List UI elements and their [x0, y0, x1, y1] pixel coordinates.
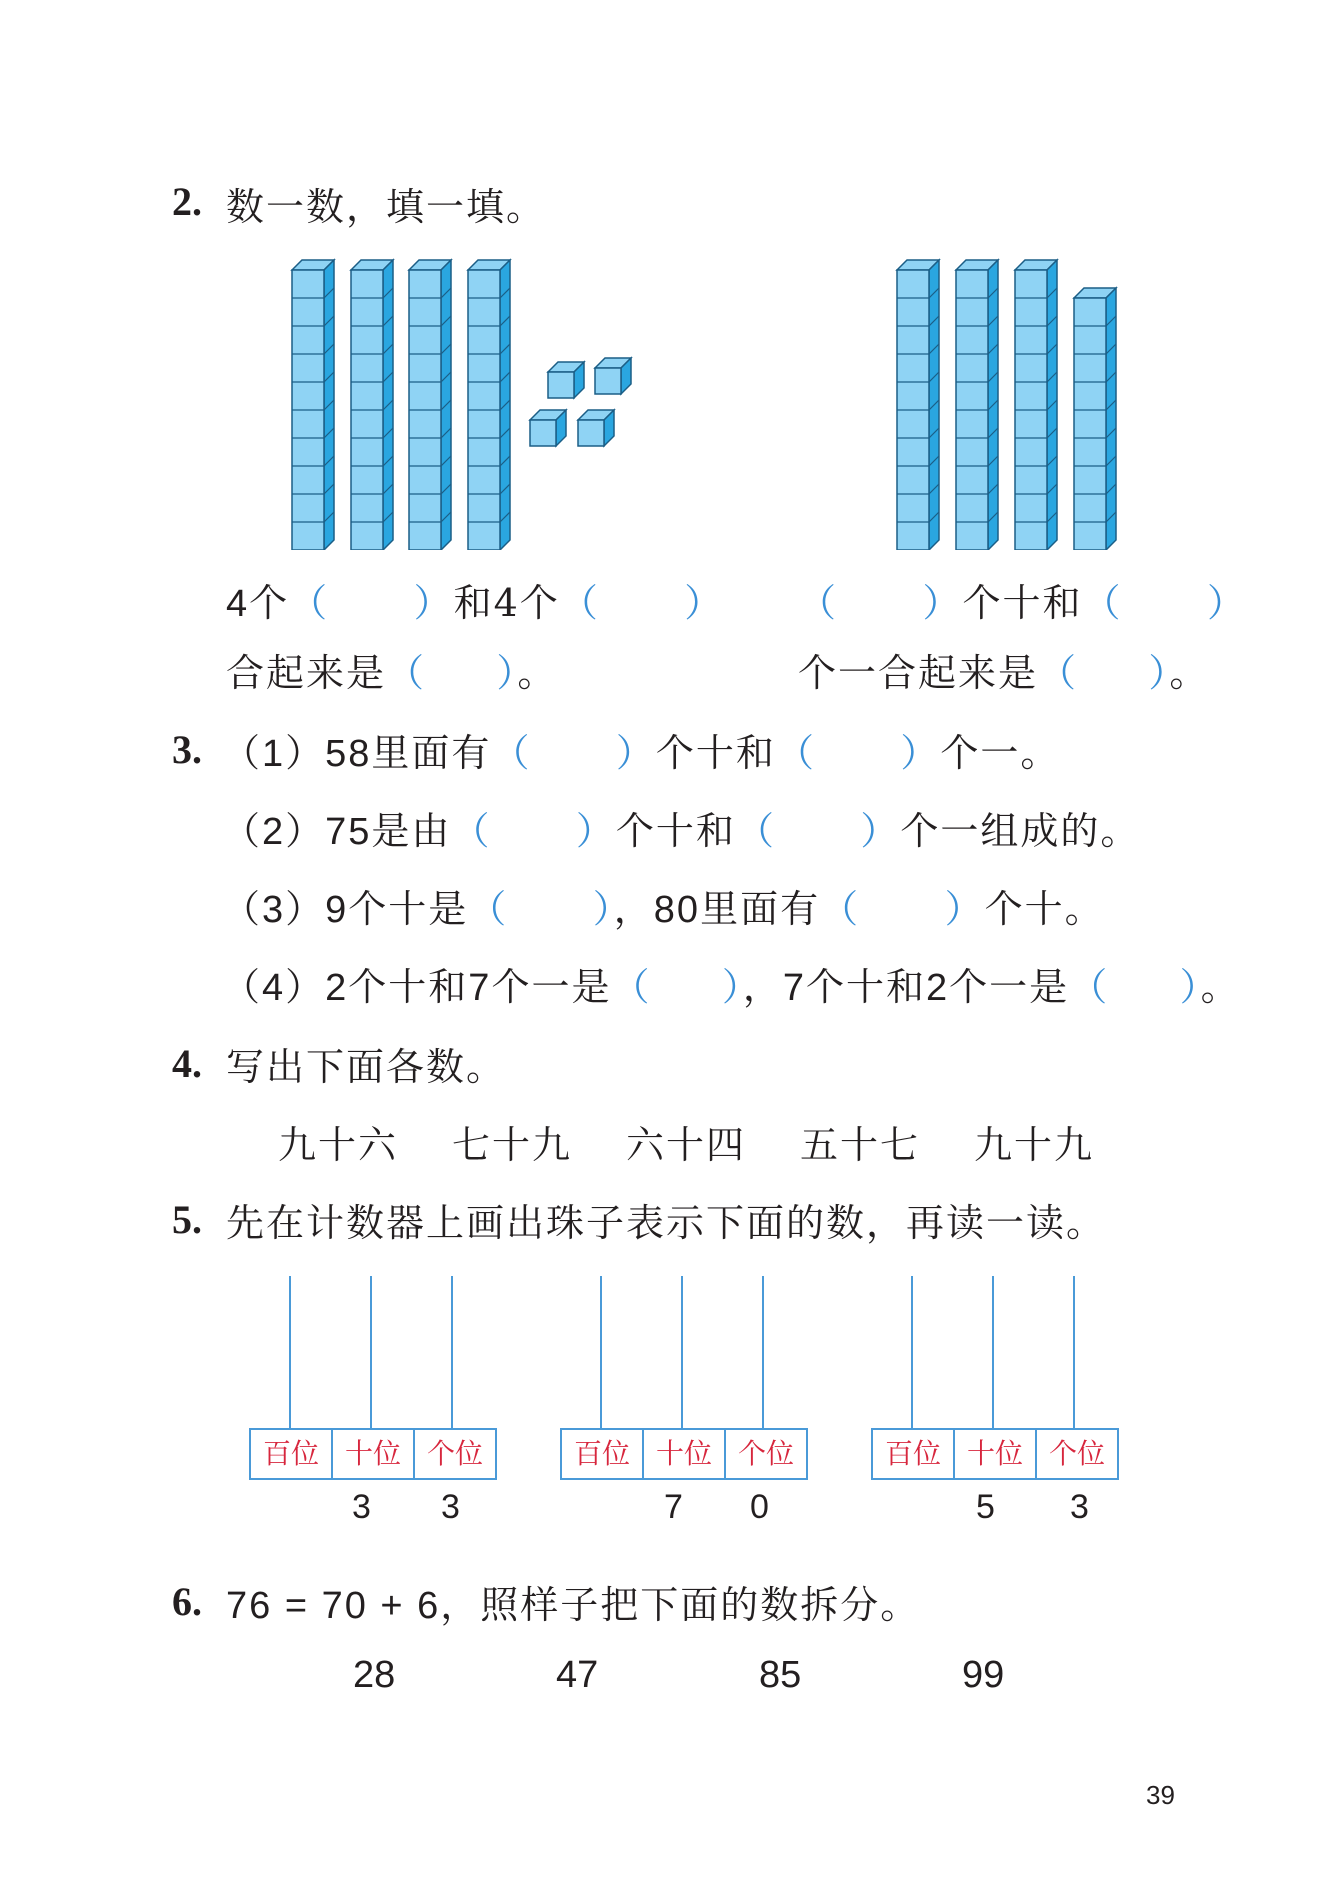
base-ten-blocks-figure: [280, 250, 1140, 550]
ones-rod[interactable]: [1073, 1276, 1075, 1430]
tens-label: 十位: [333, 1430, 415, 1478]
answer-blank-11[interactable]: （ ）: [468, 887, 614, 931]
q2-number: 2.: [172, 179, 202, 224]
hundreds-rod[interactable]: [289, 1276, 291, 1430]
q3-number: 3.: [172, 727, 202, 772]
ones-digit: 3: [1070, 1488, 1089, 1526]
q3-item-1: （1）58里面有（ ）个十和（ ）个一。: [222, 731, 1061, 775]
q2-left-line2: [226, 642, 557, 697]
tens-digit: 5: [976, 1488, 995, 1526]
cube-front: [548, 372, 574, 398]
answer-blank-14[interactable]: （ ）: [1069, 965, 1201, 1009]
ones-label: 个位: [426, 1437, 483, 1470]
tens-label: 十位: [955, 1430, 1037, 1478]
abacus-base: [560, 1428, 808, 1480]
q6-number-2: 47: [556, 1654, 599, 1696]
hundreds-label: 百位: [873, 1430, 955, 1478]
q3-item-3: （3）9个十是（ ），80里面有（ ）个十。: [222, 887, 1105, 931]
unit-cubes-4: [530, 358, 631, 446]
hundreds-label: 百位: [562, 1430, 644, 1478]
ones-digit: 3: [441, 1488, 460, 1526]
hundreds-rod[interactable]: [911, 1276, 913, 1430]
q4-number: 4.: [172, 1041, 202, 1086]
abacus-base: [871, 1428, 1119, 1480]
rods-44: [292, 260, 510, 550]
cube-front: [530, 420, 556, 446]
q6-example: 76 = 70 + 6: [226, 1585, 441, 1627]
q3-item-2: （2）75是由（ ）个十和（ ）个一组成的。: [222, 809, 1141, 853]
cube-front: [595, 368, 621, 394]
answer-blank-3[interactable]: （ ）: [386, 651, 518, 695]
ten-rod: [1015, 260, 1057, 550]
tens-rod[interactable]: [370, 1276, 372, 1430]
q2-right-text2: 个一合起来是: [798, 651, 1039, 695]
tens-rod[interactable]: [992, 1276, 994, 1430]
q2-left-text2: 和4个: [453, 581, 560, 625]
tens-rod[interactable]: [681, 1276, 683, 1430]
q2-right-line1: [798, 572, 1247, 627]
q6-line: [226, 1574, 920, 1629]
answer-blank-5[interactable]: （ ）: [1082, 581, 1247, 625]
q2-right-end: 。: [1169, 651, 1210, 695]
q6-number-3: 85: [759, 1654, 802, 1696]
ones-rod[interactable]: [451, 1276, 453, 1430]
unit-cube: [595, 358, 631, 394]
q2-left-line1: [226, 572, 724, 627]
page-number: 39: [1146, 1780, 1175, 1810]
answer-blank-10[interactable]: （ ）: [735, 809, 901, 853]
q2-left-text3: 合起来是: [226, 651, 387, 695]
q4-word-3: 六十四: [626, 1123, 747, 1167]
ones-label: 个位: [737, 1437, 794, 1470]
tens-label: 十位: [644, 1430, 726, 1478]
answer-blank-6[interactable]: （ ）: [1038, 651, 1170, 695]
rod-front: [1074, 298, 1106, 550]
unit-cube: [548, 362, 584, 398]
q6-number-4: 99: [962, 1654, 1005, 1696]
ten-rod: [897, 260, 939, 550]
tens-digit: 3: [352, 1488, 371, 1526]
unit-cube: [578, 410, 614, 446]
ones-digit: 0: [750, 1488, 769, 1526]
ten-rod: [409, 260, 451, 550]
ones-rod[interactable]: [762, 1276, 764, 1430]
q4-word-5: 九十九: [974, 1123, 1095, 1167]
answer-blank-12[interactable]: （ ）: [820, 887, 985, 931]
ten-rod: [468, 260, 510, 550]
ten-rod: [1074, 288, 1116, 550]
ones-label: 个位: [1048, 1437, 1105, 1470]
q3-item-4: （4）2个十和7个一是（ ），7个十和2个一是（ ）。: [222, 965, 1241, 1009]
q4-word-2: 七十九: [452, 1123, 573, 1167]
answer-blank-4[interactable]: （ ）: [798, 581, 963, 625]
answer-blank-9[interactable]: （ ）: [451, 809, 616, 853]
abacus-base: [249, 1428, 497, 1480]
answer-blank-13[interactable]: （ ）: [611, 965, 743, 1009]
q4-word-1: 九十六: [278, 1123, 399, 1167]
q2-right-line2: [798, 642, 1209, 697]
ten-rod: [292, 260, 334, 550]
q2-left-end: 。: [517, 651, 558, 695]
cube-front: [578, 420, 604, 446]
unit-cube: [530, 410, 566, 446]
hundreds-label: 百位: [251, 1430, 333, 1478]
q5-title: 先在计数器上画出珠子表示下面的数，再读一读。: [226, 1201, 1107, 1245]
answer-blank-1[interactable]: （ ）: [289, 581, 454, 625]
answer-blank-7[interactable]: （ ）: [491, 731, 656, 775]
rods-40: [897, 260, 1116, 550]
q6-title: ，照样子把下面的数拆分。: [440, 1583, 921, 1627]
ten-rod: [956, 260, 998, 550]
q4-title: 写出下面各数。: [226, 1045, 507, 1089]
q6-number: 6.: [172, 1579, 202, 1624]
answer-blank-2[interactable]: （ ）: [559, 581, 725, 625]
rod-side: [1106, 288, 1116, 550]
q5-number: 5.: [172, 1197, 202, 1242]
q2-right-text1: 个十和: [962, 581, 1083, 625]
ten-rod: [351, 260, 393, 550]
tens-digit: 7: [664, 1488, 683, 1526]
hundreds-rod[interactable]: [600, 1276, 602, 1430]
q6-number-1: 28: [353, 1654, 396, 1696]
answer-blank-8[interactable]: （ ）: [775, 731, 941, 775]
q4-word-4: 五十七: [800, 1123, 921, 1167]
q2-left-text1: 4个: [226, 583, 290, 625]
q2-title: 数一数，填一填。: [226, 185, 547, 229]
